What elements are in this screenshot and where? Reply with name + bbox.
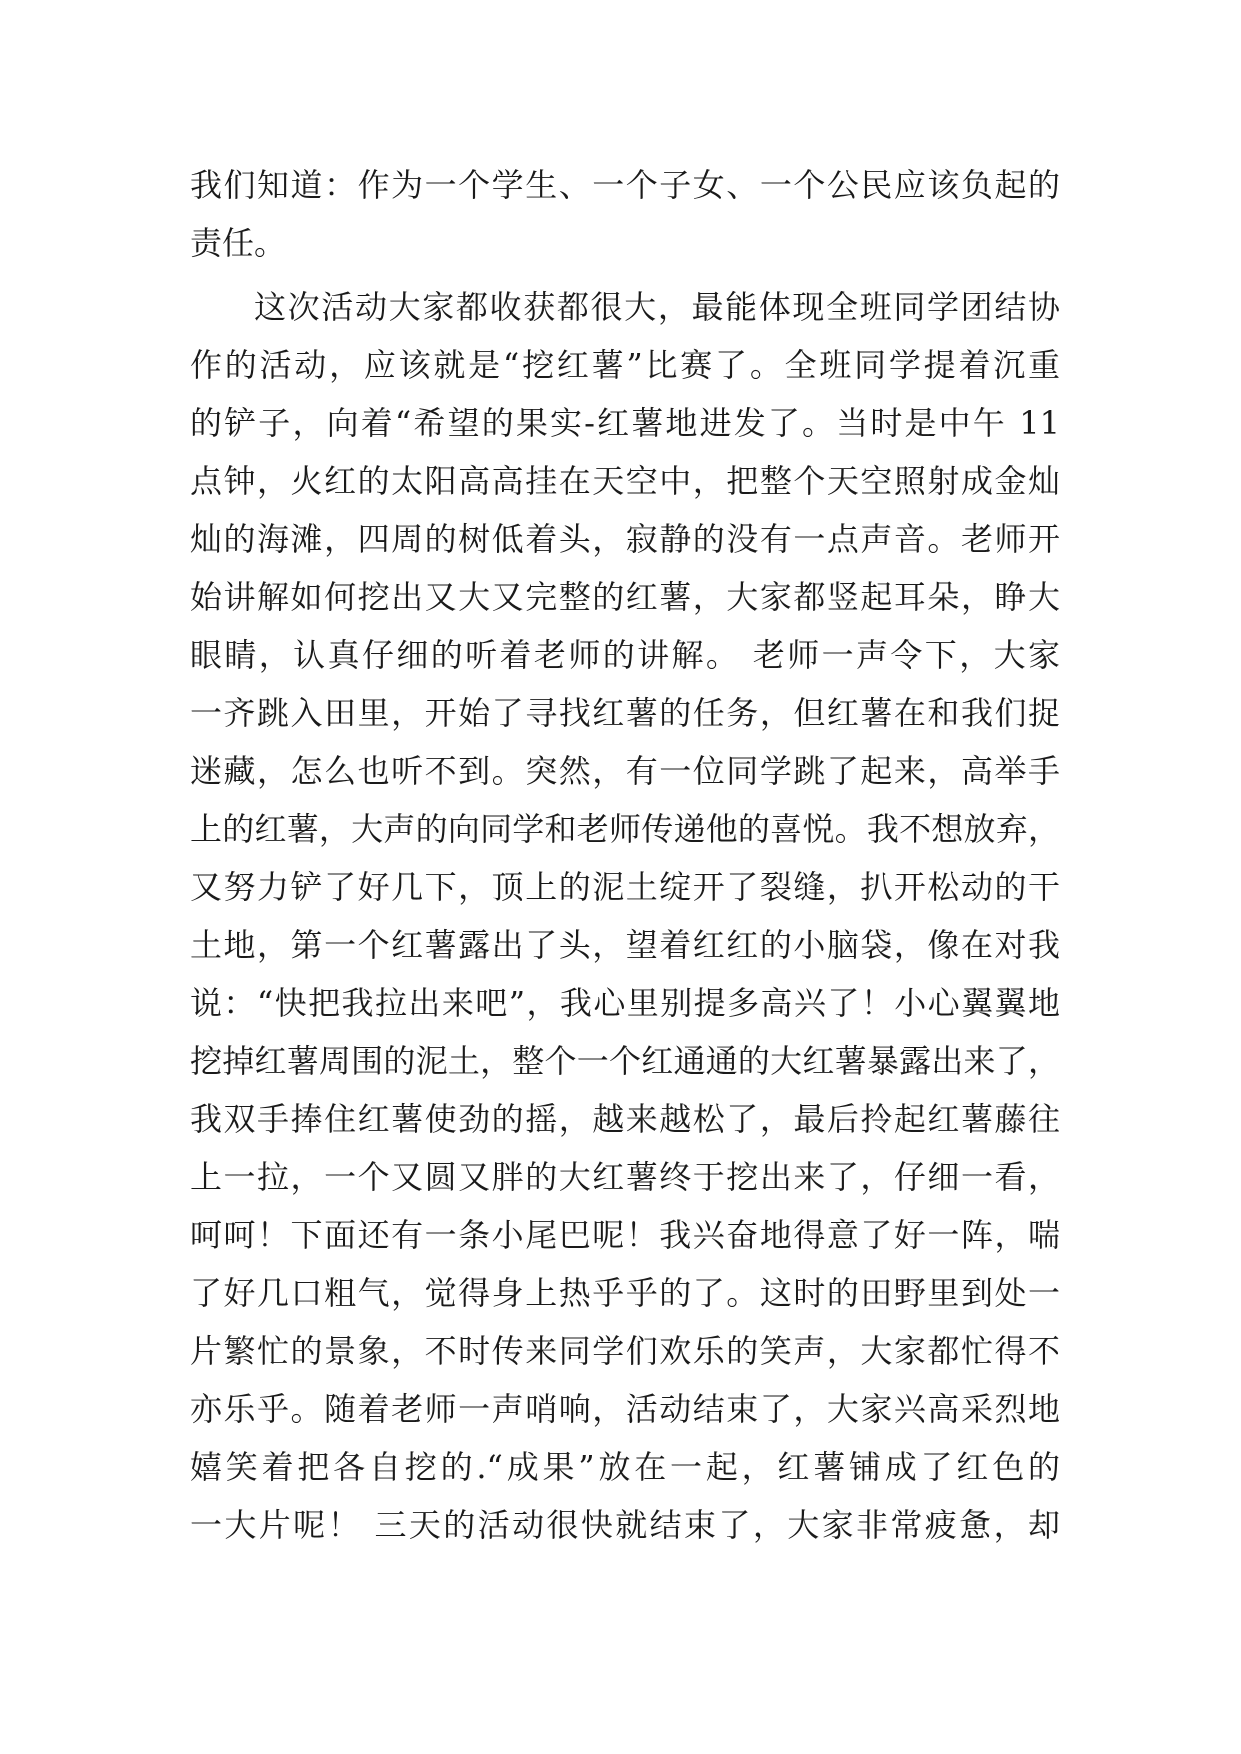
text-line: 呵呵！下面还有一条小尾巴呢！我兴奋地得意了好一阵，喘 — [190, 1216, 1060, 1254]
text-line: 始讲解如何挖出又大又完整的红薯，大家都竖起耳朵，睁大 — [190, 578, 1060, 616]
text-line: 我们知道：作为一个学生、一个子女、一个公民应该负起的 — [190, 166, 1060, 204]
text-line: 了好几口粗气，觉得身上热乎乎的了。这时的田野里到处一 — [190, 1274, 1060, 1312]
text-line: 责任。 — [190, 224, 287, 262]
body-text — [190, 156, 1060, 1554]
text-line: 点钟，火红的太阳高高挂在天空中，把整个天空照射成金灿 — [190, 462, 1060, 500]
text-line: 我双手捧住红薯使劲的摇，越来越松了，最后拎起红薯藤往 — [190, 1100, 1060, 1138]
text-line: 又努力铲了好几下，顶上的泥土绽开了裂缝，扒开松动的干 — [190, 868, 1060, 906]
text-line: 挖掉红薯周围的泥土，整个一个红通通的大红薯暴露出来了， — [190, 1042, 1060, 1080]
text-line: 眼睛，认真仔细的听着老师的讲解。 老师一声令下，大家 — [190, 636, 1060, 674]
text-line: 这次活动大家都收获都很大，最能体现全班同学团结协 — [254, 288, 1060, 326]
text-line: 一齐跳入田里，开始了寻找红薯的任务，但红薯在和我们捉 — [190, 694, 1060, 732]
text-line: 上的红薯，大声的向同学和老师传递他的喜悦。我不想放弃， — [190, 810, 1060, 848]
text-line: 亦乐乎。随着老师一声哨响，活动结束了，大家兴高采烈地 — [190, 1390, 1060, 1428]
text-line: 片繁忙的景象，不时传来同学们欢乐的笑声，大家都忙得不 — [190, 1332, 1060, 1370]
text-line: 迷藏，怎么也听不到。突然，有一位同学跳了起来，高举手 — [190, 752, 1060, 790]
text-line: 说：“快把我拉出来吧”，我心里别提多高兴了！小心翼翼地 — [190, 984, 1060, 1022]
text-line: 土地，第一个红薯露出了头，望着红红的小脑袋，像在对我 — [190, 926, 1060, 964]
text-line: 嬉笑着把各自挖的.“成果”放在一起，红薯铺成了红色的 — [190, 1448, 1060, 1486]
text-line: 一大片呢！ 三天的活动很快就结束了，大家非常疲惫，却 — [190, 1506, 1060, 1544]
text-line: 灿的海滩，四周的树低着头，寂静的没有一点声音。老师开 — [190, 520, 1060, 558]
text-line: 的铲子，向着“希望的果实-红薯地进发了。当时是中午 11 — [190, 404, 1060, 442]
text-line: 作的活动，应该就是“挖红薯”比赛了。全班同学提着沉重 — [190, 346, 1060, 384]
text-line: 上一拉，一个又圆又胖的大红薯终于挖出来了，仔细一看， — [190, 1158, 1060, 1196]
